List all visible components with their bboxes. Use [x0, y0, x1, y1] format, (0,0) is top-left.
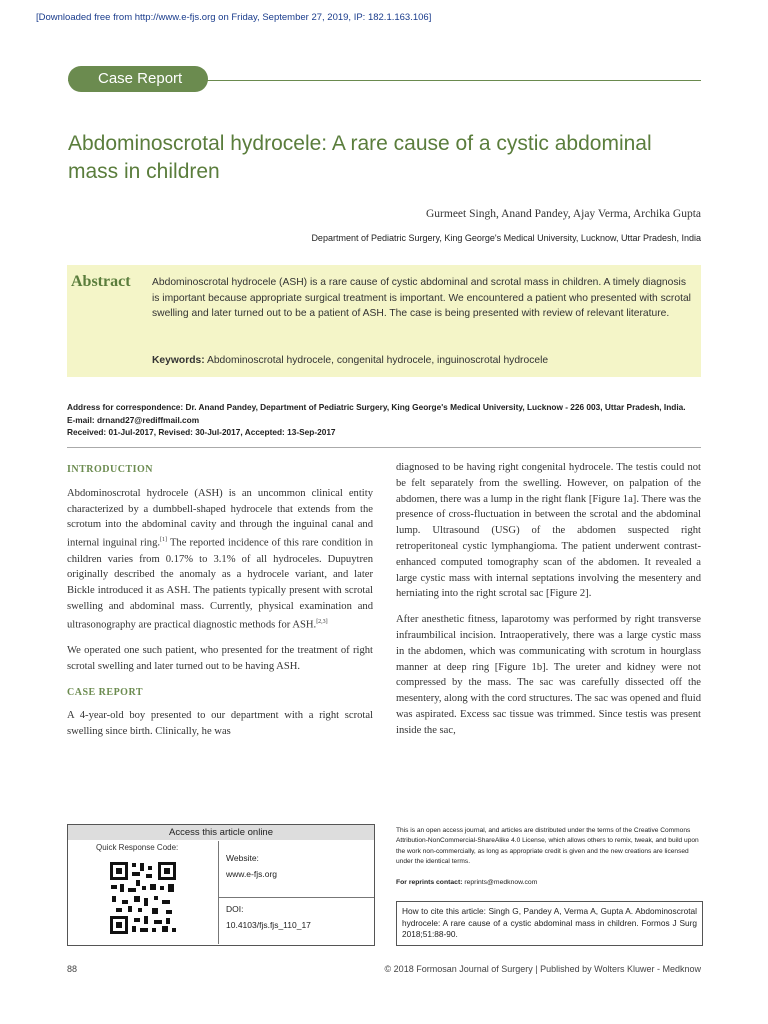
article-title: Abdominoscrotal hydrocele: A rare cause of a cystic abdominal mass in children [68, 132, 652, 183]
abstract-text: Abdominoscrotal hydrocele (ASH) is a rare cause of cystic abdominal and scrotal mass in children. A timely diagnosis is important because appropriate surgical treatment is important. We encountered a patient who presented with scrotal swelling and later turned out to be a patient of ASH. The case is being presented with review of relevant literature. [152, 277, 691, 319]
correspondence [67, 401, 707, 439]
license-notice: This is an open access journal, and articles are distributed under the terms of the Creative Commons Attribution-NonCommercial-ShareAlike 4.0 License, which allows others to remix, tweak, and build upon the work non-commercially, as long as appropriate credit is given and the new creations are licensed under the identical terms. [396, 827, 699, 865]
case-paragraph-1: A 4-year-old boy presented to our department with a right scrotal swelling since birth. Clinically, he was [67, 710, 373, 738]
doi-label: DOI: [226, 904, 244, 914]
authors: Gurmeet Singh, Anand Pandey, Ajay Verma, Archika Gupta [426, 208, 701, 220]
correspondence-address: Address for correspondence: Dr. Anand Pandey, Department of Pediatric Surgery, King George's Medical University, Lucknow - 226 003, Uttar Pradesh, India. [67, 402, 686, 412]
doi-value[interactable]: 10.4103/fjs.fjs_110_17 [226, 920, 311, 930]
citation-box: How to cite this article: Singh G, Pandey A, Verma A, Gupta A. Abdominoscrotal hydrocele: A rare cause of a cystic abdominal mass in children. Formos J Surg 2018;51:88-90. [396, 901, 703, 946]
journal-footer: © 2018 Formosan Journal of Surgery | Published by Wolters Kluwer - Medknow [384, 964, 701, 974]
access-box-heading: Access this article online [68, 825, 374, 840]
intro-paragraph-1: Abdominoscrotal hydrocele (ASH) is an uncommon clinical entity characterized by a dumbbell-shaped hydrocele that extends from the scrotum into the abdominal cavity and through the inguinal canal and internal inguinal ring.[1] The reported incidence of this rare condition in children varies from 0.17% to 3.1% of all hydroceles. Dupuytren originally described the anomaly as a hydrocele variant, and later Bickle introduced it as ASH. The patients typically present with scrotal swelling and abdominal mass. Currently, physical examination and ultrasonography are practical diagnostic methods for ASH.[2,3] [67, 487, 373, 631]
left-column [67, 462, 373, 750]
website-link[interactable]: www.e-fjs.org [226, 869, 278, 879]
correspondence-email: E-mail: drnand27@rediffmail.com [67, 414, 200, 425]
case-report-heading: CASE REPORT [67, 686, 143, 698]
right-column [396, 460, 701, 749]
reprints-label: For reprints contact: [396, 879, 463, 886]
reprints-contact [396, 879, 537, 886]
access-box-divider [218, 897, 374, 898]
section-tag: Case Report [68, 66, 208, 92]
keywords-label: Keywords: [152, 355, 205, 366]
website-label: Website: [226, 853, 259, 863]
keywords-text: Abdominoscrotal hydrocele, congenital hydrocele, inguinoscrotal hydrocele [206, 355, 549, 366]
reprints-email[interactable]: reprints@medknow.com [464, 879, 538, 886]
citation-ref[interactable]: [1] [160, 537, 168, 544]
divider [67, 447, 701, 448]
access-box-divider [218, 841, 219, 944]
qr-code-icon[interactable] [108, 860, 178, 936]
intro-paragraph-2: We operated one such patient, who presented for the treatment of right scrotal swelling and later turned out to be having ASH. [67, 645, 373, 672]
page-number: 88 [67, 964, 78, 974]
qr-label: Quick Response Code: [96, 843, 179, 852]
download-notice: [Downloaded free from http://www.e-fjs.org on Friday, September 27, 2019, IP: 182.1.163.106] [36, 12, 432, 23]
keywords [152, 355, 693, 366]
introduction-heading: INTRODUCTION [67, 464, 154, 475]
case-paragraph-3: After anesthetic fitness, laparotomy was performed by right transverse infraumbilical incision. Intraoperatively, there was a large cystic mass in the abdomen, which was communicating with scrotum in hourglass manner at deep ring [Figure 1b]. The ureter and kidney were not compressed by the mass. The sac was carefully dissected off the mesentery, along with the cord structures. The sac was opened and fluid was aspirated. Excess sac tissue was trimmed. Since testis was present inside the sac, [396, 614, 701, 736]
affiliation: Department of Pediatric Surgery, King George's Medical University, Lucknow, Uttar Pradesh, India [311, 233, 701, 243]
case-paragraph-2: diagnosed to be having right congenital hydrocele. The testis could not be felt separately from the swelling. However, on palpation of the abdomen, there was a lump in the right flank [Figure 1a]. There was the presence of cross-fluctuation in between the scrotal and the abdominal lump. Ultrasound (USG) of the abdomen suspected right retroperitoneal cystic lymphangioma. The patient underwent contrast-enhanced computed tomography scan of the abdomen. It revealed a large cystic mass with internal septations involving the mesentery and herniating into the right scrotal sac [Figure 2]. [396, 462, 701, 600]
citation-ref[interactable]: [2,3] [316, 618, 328, 625]
abstract-label: Abstract [71, 273, 131, 290]
received-dates: Received: 01-Jul-2017, Revised: 30-Jul-2017, Accepted: 13-Sep-2017 [67, 427, 336, 437]
